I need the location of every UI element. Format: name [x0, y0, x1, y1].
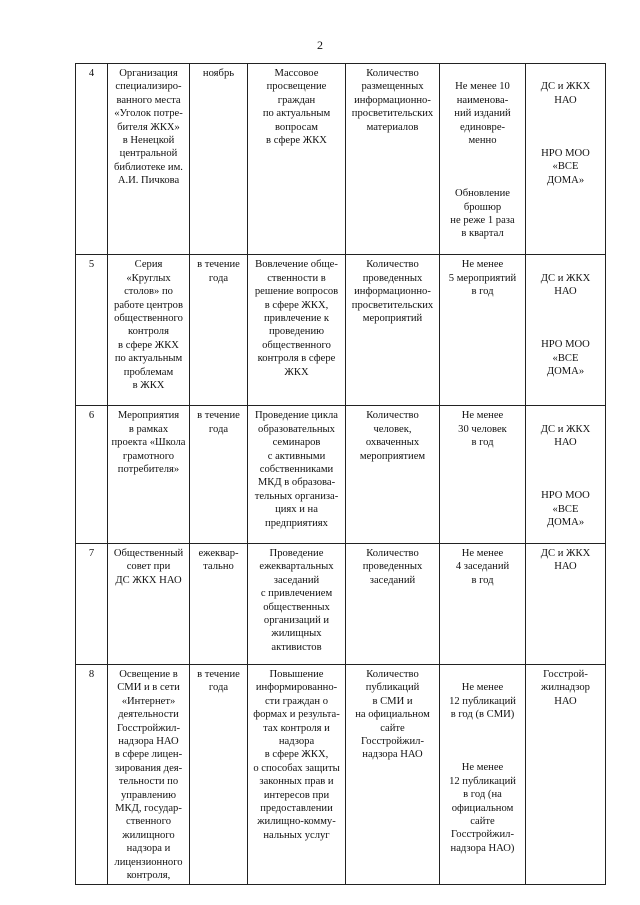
row-number: 8 [76, 664, 108, 884]
table-row [76, 406, 606, 544]
indicator-value [440, 64, 526, 255]
event-executors: Госстрой- жилнадзор НАО [526, 664, 606, 884]
event-indicator: Количество проведенных заседаний [346, 543, 440, 664]
table-row [76, 255, 606, 406]
event-executors [526, 255, 606, 406]
event-name: Серия «Круглых столов» по работе центров общественного контроля в сфере ЖКХ по актуальным проблемам в ЖКХ [108, 255, 190, 406]
row-number: 4 [76, 64, 108, 255]
executor-primary: ДС и ЖКХ НАО [540, 272, 591, 298]
event-period: в течение года [190, 255, 248, 406]
event-indicator: Количество человек, охваченных мероприятием [346, 406, 440, 544]
executor-secondary: НРО МОО «ВСЕ ДОМА» [541, 339, 590, 378]
event-executors [526, 64, 606, 255]
indicator-value: Не менее 5 мероприятий в год [440, 255, 526, 406]
table-row [76, 664, 606, 884]
event-executors [526, 406, 606, 544]
indicator-value-primary: Не менее 10 наименова- ний изданий единовре- менно [454, 81, 511, 147]
indicator-value-secondary: Не менее 12 публикаций в год (на официальном сайте Госстройжил- надзора НАО) [449, 762, 516, 854]
event-name: Организация специализиро- ванного места «Уголок потре- бителя ЖКХ» в Ненецкой центральной библиотеке им. А.И. Пичкова [108, 64, 190, 255]
event-name: Общественный совет при ДС ЖКХ НАО [108, 543, 190, 664]
indicator-value: Не менее 30 человек в год [440, 406, 526, 544]
executor-secondary: НРО МОО «ВСЕ ДОМА» [541, 148, 590, 186]
event-goal: Повышение информированно- сти граждан о формах и результа- тах контроля и надзора в сфере ЖКХ, о способах защиты законных прав и интересов при предоставлении жилищно-комму- нальных услуг [248, 664, 346, 884]
page-number: 2 [317, 38, 323, 52]
event-goal: Вовлечение обще- ственности в решение вопросов в сфере ЖКХ, привлечение к проведению общественного контроля в сфере ЖКХ [248, 255, 346, 406]
event-period: ноябрь [190, 64, 248, 255]
table-row [76, 543, 606, 664]
indicator-value [440, 664, 526, 884]
indicator-value: Не менее 4 заседаний в год [440, 543, 526, 664]
indicator-value-secondary: Обновление брошюр не реже 1 раза в квартал [450, 188, 515, 240]
event-period: в течение года [190, 406, 248, 544]
event-period: в течение года [190, 664, 248, 884]
row-number: 6 [76, 406, 108, 544]
event-name: Мероприятия в рамках проекта «Школа грамотного потребителя» [108, 406, 190, 544]
event-executors: ДС и ЖКХ НАО [526, 543, 606, 664]
event-goal: Проведение ежеквартальных заседаний с привлечением общественных организаций и жилищных активистов [248, 543, 346, 664]
event-indicator: Количество проведенных информационно- просветительских мероприятий [346, 255, 440, 406]
executor-primary: ДС и ЖКХ НАО [540, 423, 591, 449]
event-indicator: Количество публикаций в СМИ и на официальном сайте Госстройжил- надзора НАО [346, 664, 440, 884]
events-table [75, 63, 606, 885]
event-period: ежеквар- тально [190, 543, 248, 664]
executor-secondary: НРО МОО «ВСЕ ДОМА» [541, 490, 590, 529]
indicator-value-primary: Не менее 12 публикаций в год (в СМИ) [449, 682, 516, 721]
row-number: 7 [76, 543, 108, 664]
table-row [76, 64, 606, 255]
event-goal: Массовое просвещение граждан по актуальным вопросам в сфере ЖКХ [248, 64, 346, 255]
event-name: Освещение в СМИ и в сети «Интернет» деятельности Госстройжил- надзора НАО в сфере лицен- зирования дея- тельности по управлению МКД, государ- ственного жилищного надзора и лицензионного контроля, [108, 664, 190, 884]
event-indicator: Количество размещенных информационно- просветительских материалов [346, 64, 440, 255]
event-goal: Проведение цикла образовательных семинаров с активными собственниками МКД в образова- тельных организа- циях и на предприятиях [248, 406, 346, 544]
row-number: 5 [76, 255, 108, 406]
executor-primary: ДС и ЖКХ НАО [540, 81, 591, 106]
